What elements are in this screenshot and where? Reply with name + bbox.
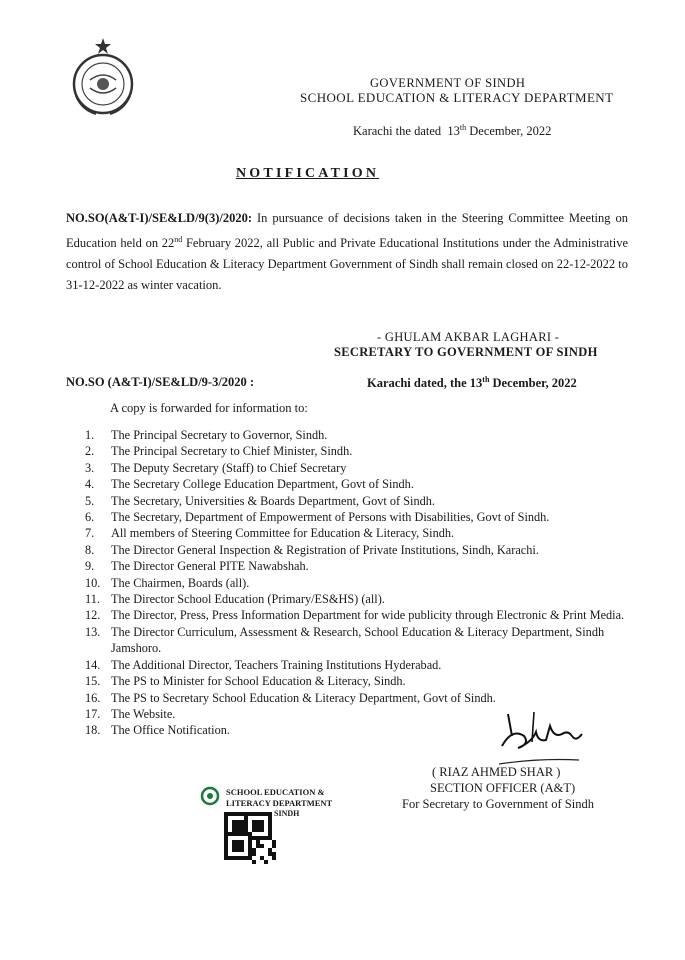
list-item-text: The Secretary College Education Department, Govt of Sindh. — [111, 477, 414, 492]
list-item-text: The Secretary, Universities & Boards Department, Govt of Sindh. — [111, 493, 435, 508]
list-item — [85, 690, 645, 706]
section-officer-for: For Secretary to Government of Sindh — [402, 797, 594, 811]
list-item-number: 7. — [85, 526, 95, 541]
list-item-text: The Director General PITE Nawabshah. — [111, 559, 309, 574]
list-item — [85, 493, 645, 509]
list-item-text: All members of Steering Committee for Education & Literacy, Sindh. — [111, 526, 455, 541]
list-item-number: 2. — [85, 444, 95, 459]
stamp-line-1: SCHOOL EDUCATION & — [226, 787, 325, 797]
list-item-number: 4. — [85, 477, 95, 492]
recipient-list — [85, 427, 645, 739]
list-item — [85, 558, 645, 574]
list-item-text: The PS to Secretary School Education & Literacy Department, Govt of Sindh. — [111, 690, 496, 705]
list-item — [85, 443, 645, 459]
forwarding-ref: NO.SO (A&T-I)/SE&LD/9-3/2020 : — [66, 375, 255, 389]
list-item-number: 3. — [85, 460, 95, 475]
list-item-number: 18. — [85, 723, 101, 738]
notification-ref: NO.SO(A&T-I)/SE&LD/9(3)/2020: — [66, 211, 253, 225]
list-item — [85, 624, 645, 657]
list-item-number: 9. — [85, 559, 95, 574]
letterhead-department: SCHOOL EDUCATION & LITERACY DEPARTMENT — [300, 90, 614, 105]
signatory-name: - GHULAM AKBAR LAGHARI - — [377, 330, 560, 344]
notification-body: NO.SO(A&T-I)/SE&LD/9(3)/2020: In pursuance of decisions taken in the Steering Committee Meeting on Education held on 22nd February 2022, all Public and Private Educational Institutions under the Administrative control of School Education & Literacy Department Government of Sindh shall remain closed on 22-12-2022 to 31-12-2022 as winter vacation. — [66, 211, 628, 293]
notification-title: NOTIFICATION — [236, 166, 380, 181]
department-logo-icon — [202, 788, 218, 804]
list-item — [85, 460, 645, 476]
list-item-text: The Chairmen, Boards (all). — [111, 575, 250, 590]
list-item-text: The PS to Minister for School Education & Literacy, Sindh. — [111, 674, 406, 689]
list-item-text: The Director, Press, Press Information Department for wide publicity through Electronic & Print Media. — [111, 608, 625, 623]
government-seal-icon — [68, 36, 138, 116]
list-item — [85, 525, 645, 541]
letterhead-date: Karachi the dated 13th December, 2022 — [353, 123, 552, 139]
list-item-number: 5. — [85, 493, 95, 508]
list-item-text: The Deputy Secretary (Staff) to Chief Secretary — [111, 460, 347, 475]
qr-code-icon — [224, 812, 276, 864]
list-item — [85, 657, 645, 673]
list-item-text: The Director Curriculum, Assessment & Research, School Education & Literacy Department, Sindh Jamshoro. — [111, 624, 605, 656]
list-item — [85, 575, 645, 591]
list-item-text: The Office Notification. — [111, 723, 230, 738]
list-item-number: 14. — [85, 657, 101, 672]
signatory-designation: SECRETARY TO GOVERNMENT OF SINDH — [334, 345, 598, 359]
section-officer-title: SECTION OFFICER (A&T) — [430, 781, 576, 795]
list-item — [85, 427, 645, 443]
list-item — [85, 673, 645, 689]
forwarding-intro: A copy is forwarded for information to: — [110, 401, 308, 415]
list-item-number: 16. — [85, 690, 101, 705]
list-item-number: 12. — [85, 608, 101, 623]
forwarding-date: Karachi dated, the 13th December, 2022 — [367, 375, 577, 391]
list-item — [85, 509, 645, 525]
list-item-number: 11. — [85, 592, 100, 607]
list-item — [85, 542, 645, 558]
list-item-text: The Website. — [111, 706, 176, 721]
list-item — [85, 607, 645, 623]
list-item-text: The Additional Director, Teachers Training Institutions Hyderabad. — [111, 657, 442, 672]
list-item-text: The Director General Inspection & Registration of Private Institutions, Sindh, Karachi. — [111, 542, 539, 557]
stamp-line-2: LITERACY DEPARTMENT — [226, 798, 333, 808]
list-item-text: The Director School Education (Primary/ES&HS) (all). — [111, 592, 385, 607]
letterhead-government: GOVERNMENT OF SINDH — [370, 76, 526, 90]
list-item-number: 15. — [85, 674, 101, 689]
list-item-number: 1. — [85, 428, 95, 442]
list-item-number: 8. — [85, 542, 95, 557]
section-officer-name: ( RIAZ AHMED SHAR ) — [432, 765, 561, 779]
list-item-text: The Principal Secretary to Governor, Sindh. — [111, 428, 328, 442]
list-item — [85, 476, 645, 492]
stamp-line-3: SINDH — [274, 809, 300, 818]
list-item-number: 13. — [85, 624, 101, 639]
list-item-number: 17. — [85, 706, 101, 721]
list-item — [85, 591, 645, 607]
list-item-text: The Secretary, Department of Empowerment of Persons with Disabilities, Govt of Sindh. — [111, 510, 550, 525]
list-item-number: 6. — [85, 510, 95, 525]
list-item-text: The Principal Secretary to Chief Minister, Sindh. — [111, 444, 353, 459]
list-item-number: 10. — [85, 575, 101, 590]
